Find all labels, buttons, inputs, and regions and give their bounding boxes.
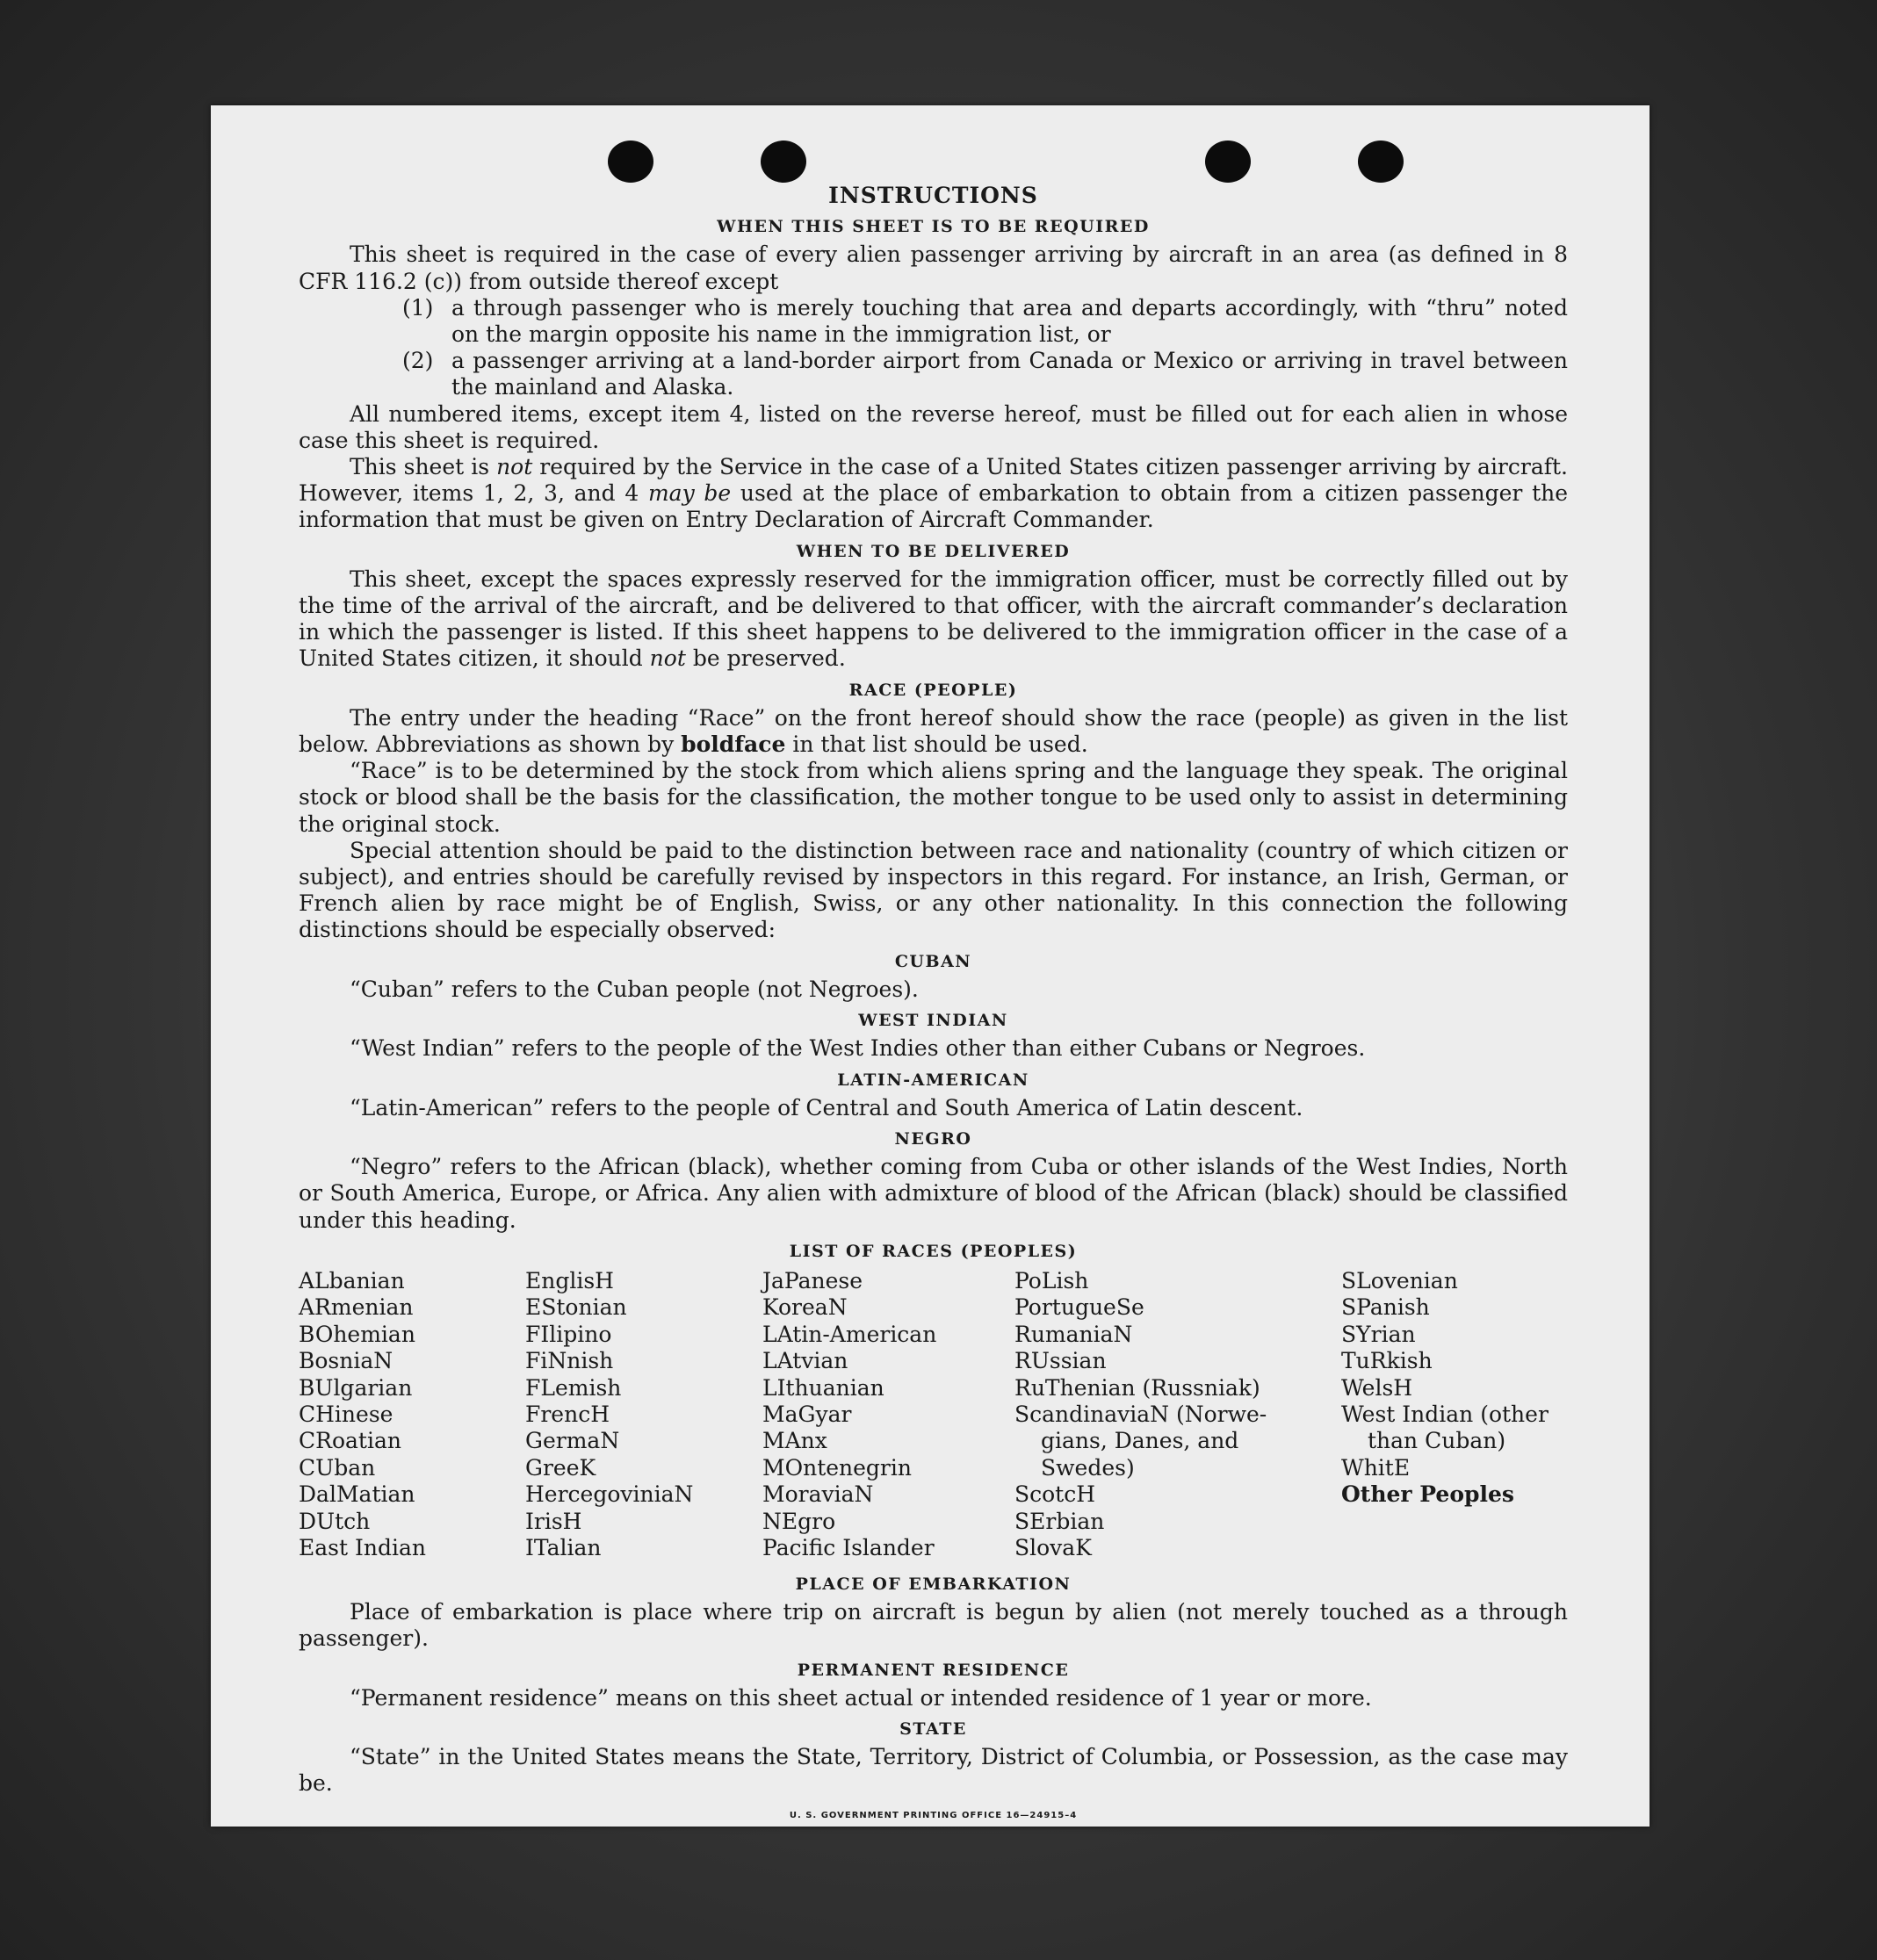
race-entry: RumaniaN bbox=[1014, 1321, 1133, 1347]
race-entry: SLovenian bbox=[1341, 1267, 1458, 1293]
negro-definition: “Negro” refers to the African (black), whether coming from Cuba or other islands of the West Indies, North or South America, Europe, or Africa. Any alien with admixture of blood of the African (black) should be classified under this heading. bbox=[299, 1154, 1568, 1233]
race-column-5 bbox=[1341, 1268, 1549, 1509]
exception-number: (2) bbox=[402, 348, 434, 374]
punch-hole bbox=[1358, 141, 1404, 183]
race-entry: SPanish bbox=[1341, 1294, 1430, 1321]
page-title: INSTRUCTIONS bbox=[828, 183, 1038, 208]
race-entry: LAtvian bbox=[762, 1348, 848, 1374]
race-entry: WhitE bbox=[1341, 1454, 1411, 1481]
text-run: in that list should be used. bbox=[785, 731, 1088, 758]
heading-west-indian: WEST INDIAN bbox=[858, 1011, 1008, 1031]
race-entry: LAtin-American bbox=[762, 1321, 937, 1347]
italic-run: not bbox=[649, 645, 686, 672]
exception-list bbox=[299, 295, 1568, 401]
heading-when-delivered: WHEN TO BE DELIVERED bbox=[796, 541, 1071, 561]
heading-list-of-races: LIST OF RACES (PEOPLES) bbox=[789, 1241, 1078, 1261]
west-indian-definition: “West Indian” refers to the people of the West Indies other than either Cubans or Negroes. bbox=[350, 1035, 1366, 1062]
race-entry: HercegoviniaN bbox=[525, 1481, 694, 1508]
heading-negro: NEGRO bbox=[894, 1128, 972, 1149]
race-entry: BUlgarian bbox=[299, 1374, 413, 1401]
sheet-content bbox=[299, 183, 1568, 1829]
race-entry: FLemish bbox=[525, 1374, 622, 1401]
text-run: be preserved. bbox=[685, 645, 846, 672]
text-run: required by the Service in the case of a United States citizen passenger arriving by aircraft. However, items 1, 2, 3, and 4 bbox=[299, 454, 1568, 507]
race-entry: RuThenian (Russniak) bbox=[1014, 1374, 1260, 1401]
race-entry: SErbian bbox=[1014, 1508, 1105, 1534]
heading-state: STATE bbox=[899, 1719, 967, 1739]
race-entry: MOntenegrin bbox=[762, 1454, 912, 1481]
race-entry: East Indian bbox=[299, 1534, 426, 1560]
text-run: This sheet, except the spaces expressly reserved for the immigration officer, must be correctly filled out by the time of the arrival of the aircraft, and be delivered to that officer, with the aircraft commander’s declaration in which the passenger is listed. If this sheet happens to be delivered to the immigration officer in the case of a United States citizen, it should bbox=[299, 566, 1568, 672]
race-entry: FiNnish bbox=[525, 1348, 614, 1374]
race-entry: IrisH bbox=[525, 1508, 582, 1534]
when-delivered-paragraph bbox=[299, 566, 1568, 673]
citizen-paragraph bbox=[299, 454, 1568, 534]
printer-imprint: U. S. GOVERNMENT PRINTING OFFICE 16—24915–4 bbox=[789, 1810, 1078, 1820]
text-run: used at the place of embarkation to obtain from a citizen passenger the information that must be given on Entry Declaration of Aircraft Commander. bbox=[299, 480, 1569, 533]
race-entry: MAnx bbox=[762, 1428, 827, 1454]
race-entry: ALbanian bbox=[299, 1267, 405, 1293]
race-entry: CUban bbox=[299, 1454, 376, 1481]
instruction-sheet bbox=[211, 105, 1650, 1827]
race-entry: Other Peoples bbox=[1341, 1481, 1514, 1508]
race-column-3 bbox=[762, 1268, 936, 1561]
race-entry: ScotcH bbox=[1014, 1481, 1096, 1508]
race-entry: TuRkish bbox=[1341, 1348, 1433, 1374]
heading-cuban: CUBAN bbox=[894, 951, 972, 971]
exception-text: a passenger arriving at a land-border airport from Canada or Mexico or arriving in travel between the mainland and Alaska. bbox=[451, 348, 1568, 400]
exception-number: (1) bbox=[402, 294, 434, 321]
race-entry: NEgro bbox=[762, 1508, 836, 1534]
race-column-1 bbox=[299, 1268, 426, 1561]
race-entry: LIthuanian bbox=[762, 1374, 884, 1401]
race-entry: ARmenian bbox=[299, 1294, 414, 1321]
heading-embarkation: PLACE OF EMBARKATION bbox=[795, 1574, 1072, 1594]
bold-run: boldface bbox=[681, 731, 786, 758]
punch-hole bbox=[608, 141, 653, 183]
text-run: This sheet is bbox=[350, 454, 497, 480]
heading-when-required: WHEN THIS SHEET IS TO BE REQUIRED bbox=[717, 217, 1150, 237]
embarkation-definition: Place of embarkation is place where trip on aircraft is begun by alien (not merely touched as a through passenger). bbox=[299, 1599, 1568, 1652]
italic-run: may be bbox=[647, 480, 732, 507]
race-entry: MoraviaN bbox=[762, 1481, 874, 1508]
text-run: The entry under the heading “Race” on the front hereof should show the race (people) as given in the list below. Abbreviations as shown by bbox=[299, 704, 1568, 758]
race-entry: GermaN bbox=[525, 1428, 620, 1454]
punch-hole bbox=[1205, 141, 1251, 183]
race-entry: EStonian bbox=[525, 1294, 627, 1321]
race-paragraph-3: Special attention should be paid to the distinction between race and nationality (country of which citizen or subject), and entries should be carefully revised by inspectors in this regard. For instance, an Irish, German, or French alien by race might be of English, Swiss, or any other nationality. In this connection the following distinctions should be especially observed: bbox=[299, 837, 1568, 943]
race-paragraph-2: “Race” is to be determined by the stock from which aliens spring and the language they speak. The original stock or blood shall be the basis for the classification, the mother tongue to be used only to assist in determining the original stock. bbox=[299, 758, 1568, 837]
race-entry: SYrian bbox=[1341, 1321, 1416, 1347]
race-entry: DalMatian bbox=[299, 1481, 415, 1508]
race-column-4 bbox=[1014, 1268, 1267, 1561]
race-entry: gians, Danes, and bbox=[1041, 1428, 1239, 1454]
residence-definition: “Permanent residence” means on this sheet actual or intended residence of 1 year or more. bbox=[350, 1684, 1372, 1711]
exception-item bbox=[299, 348, 1568, 400]
race-entry: JaPanese bbox=[762, 1267, 863, 1293]
race-entry: SlovaK bbox=[1014, 1534, 1092, 1560]
race-entry: Swedes) bbox=[1041, 1454, 1135, 1481]
race-entry: MaGyar bbox=[762, 1401, 852, 1427]
race-entry: GreeK bbox=[525, 1454, 596, 1481]
race-entry: DUtch bbox=[299, 1508, 371, 1534]
exception-text: a through passenger who is merely touching that area and departs accordingly, with “thru” noted on the margin opposite his name in the immigration list, or bbox=[451, 294, 1568, 348]
race-entry: WelsH bbox=[1341, 1374, 1413, 1401]
heading-latin-american: LATIN-AMERICAN bbox=[837, 1070, 1029, 1090]
race-entry: ITalian bbox=[525, 1534, 602, 1560]
race-entry: PoLish bbox=[1014, 1267, 1089, 1293]
race-column-2 bbox=[525, 1268, 693, 1561]
race-entry: PortugueSe bbox=[1014, 1294, 1144, 1321]
race-entry: BOhemian bbox=[299, 1321, 415, 1347]
race-entry: than Cuban) bbox=[1368, 1428, 1506, 1454]
race-entry: CRoatian bbox=[299, 1428, 401, 1454]
race-entry: FrencH bbox=[525, 1401, 610, 1427]
race-entry: EnglisH bbox=[525, 1267, 614, 1293]
race-entry: West Indian (other bbox=[1341, 1401, 1549, 1427]
when-required-intro: This sheet is required in the case of every alien passenger arriving by aircraft in an area (as defined in 8 CFR 116.2 (c)) from outside thereof except bbox=[299, 241, 1568, 294]
latin-american-definition: “Latin-American” refers to the people of Central and South America of Latin descent. bbox=[350, 1094, 1303, 1121]
state-definition: “State” in the United States means the State, Territory, District of Columbia, or Possession, as the case may be. bbox=[299, 1744, 1568, 1797]
race-entry: KoreaN bbox=[762, 1294, 848, 1321]
heading-residence: PERMANENT RESIDENCE bbox=[797, 1660, 1070, 1680]
race-entry: BosniaN bbox=[299, 1348, 393, 1374]
race-entry: CHinese bbox=[299, 1401, 393, 1427]
race-list bbox=[299, 1268, 1568, 1567]
race-entry: RUssian bbox=[1014, 1348, 1107, 1374]
race-entry: ScandinaviaN (Norwe- bbox=[1014, 1401, 1267, 1427]
cuban-definition: “Cuban” refers to the Cuban people (not Negroes). bbox=[350, 976, 919, 1002]
race-paragraph-1 bbox=[299, 705, 1568, 758]
punch-hole bbox=[761, 141, 806, 183]
race-entry: FIlipino bbox=[525, 1321, 612, 1347]
italic-run: not bbox=[496, 454, 533, 480]
race-entry: Pacific Islander bbox=[762, 1534, 935, 1560]
exception-item bbox=[299, 295, 1568, 348]
numbered-items-paragraph: All numbered items, except item 4, listed on the reverse hereof, must be filled out for each alien in whose case this sheet is required. bbox=[299, 400, 1568, 453]
heading-race: RACE (PEOPLE) bbox=[848, 680, 1018, 700]
